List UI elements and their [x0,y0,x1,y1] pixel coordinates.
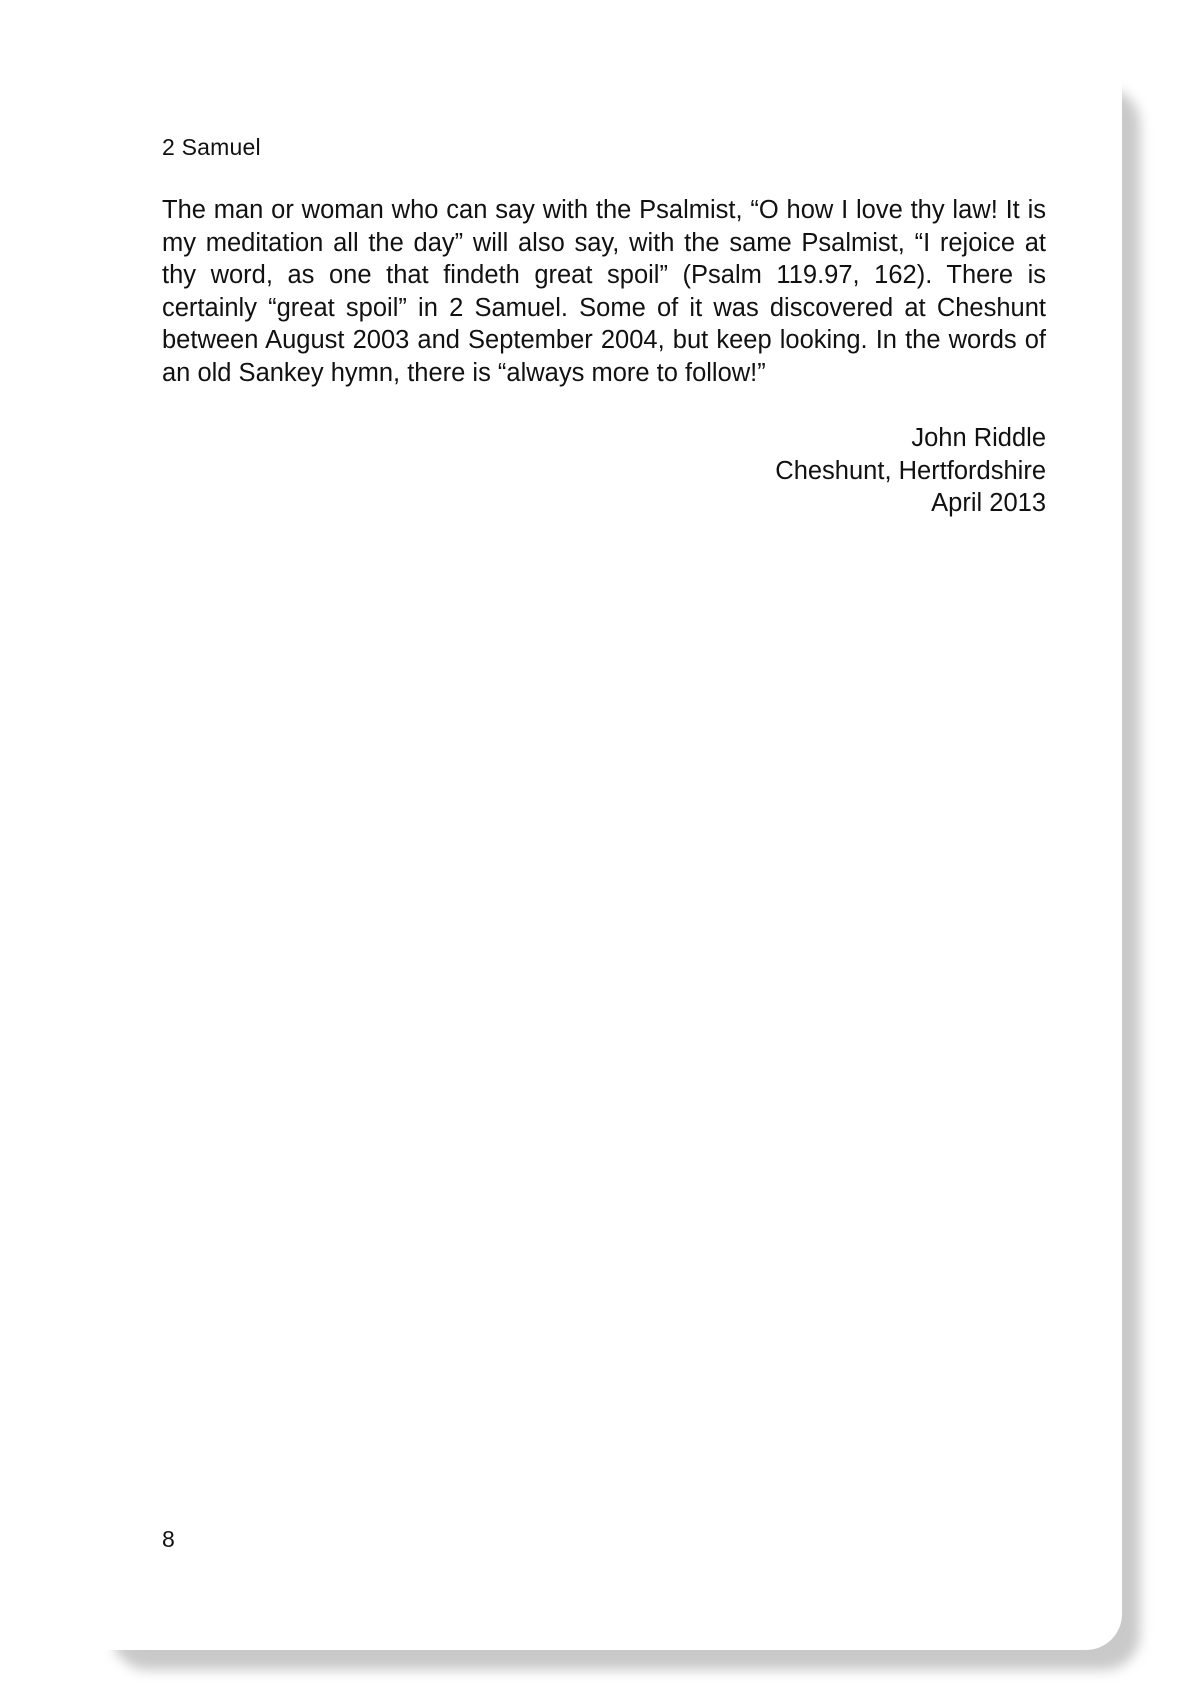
author-name: John Riddle [911,424,1046,452]
signature-block [775,422,1046,520]
body-paragraph: The man or woman who can say with the Psalmist, “O how I love thy law! It is my meditation all the day” will also say, with the same Psalmist, “I rejoice at thy word, as one that findeth great spoil” (Psalm 119.97, 162). There is certainly “great spoil” in 2 Samuel. Some of it was discovered at Cheshunt between August 2003 and September 2004, but keep looking. In the words of an old Sankey hymn, there is “always more to follow!” [162,196,1046,387]
running-head: 2 Samuel [162,134,261,160]
page-number: 8 [162,1526,175,1552]
author-place: Cheshunt, Hertfordshire [775,456,1046,485]
signature-date: April 2013 [931,489,1046,518]
